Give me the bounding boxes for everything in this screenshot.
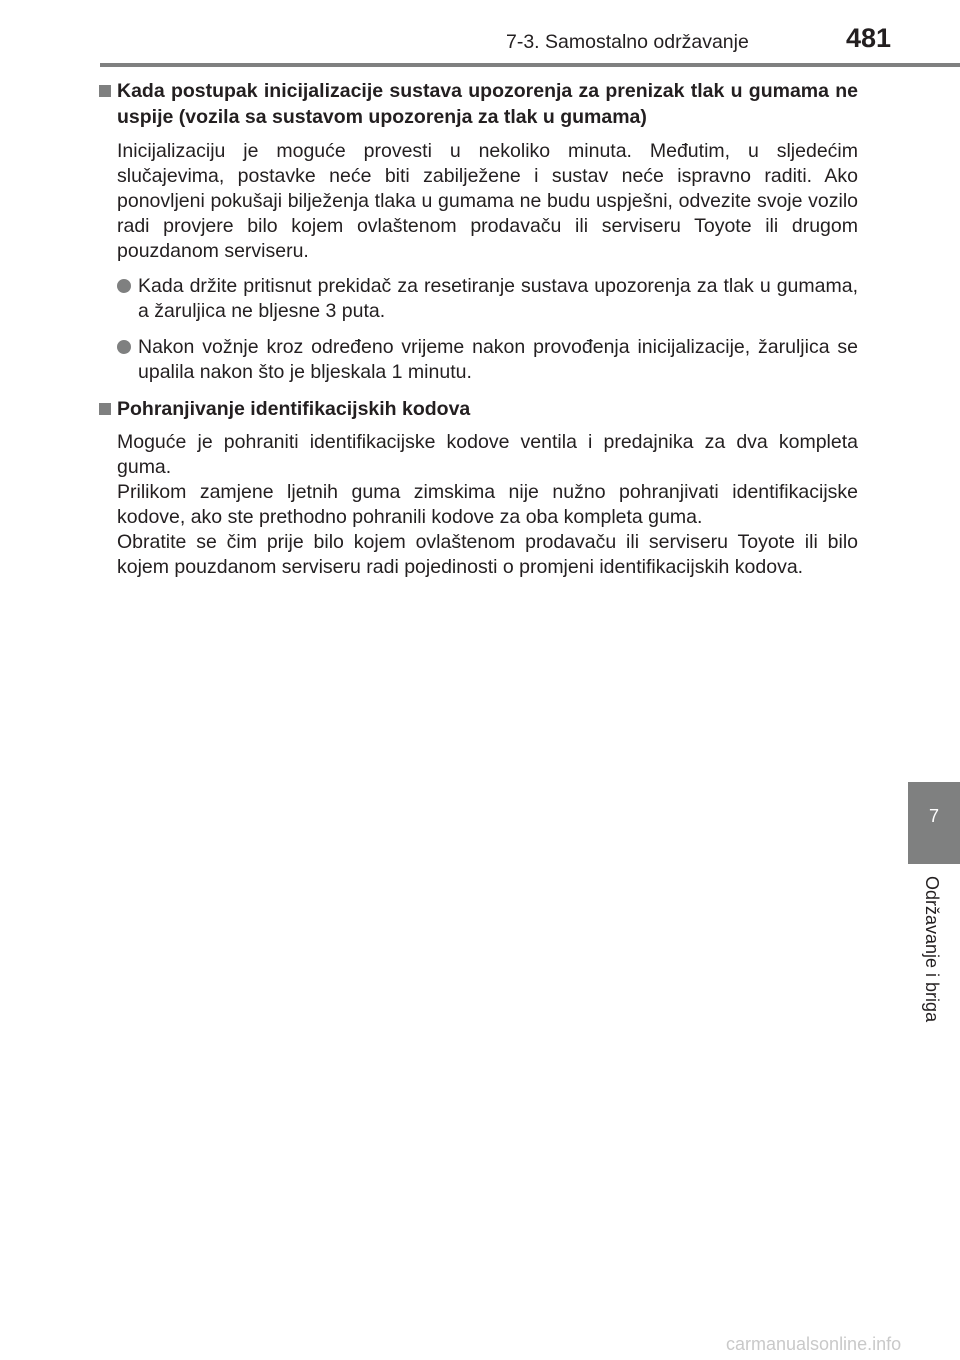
section-header-title: 7-3. Samostalno održavanje [506, 31, 749, 53]
paragraph-line: Moguće je pohraniti identifikacijske kodove ventila i predajnika za dva kompleta guma. [117, 431, 858, 478]
list-item-text: Nakon vožnje kroz određeno vrijeme nakon provođenja inicijalizacije, žaruljica se upalila nakon što je bljeskala 1 minutu. [138, 336, 858, 383]
section-heading [96, 396, 858, 422]
watermark: carmanualsonline.info [726, 1334, 902, 1354]
list-item-text: Kada držite pritisnut prekidač za resetiranje sustava upozorenja za tlak u gumama, a žaruljica ne bljesne 3 puta. [138, 275, 858, 322]
paragraph-line: Obratite se čim prije bilo kojem ovlaštenom prodavaču ili serviseru Toyote ili bilo kojem pouzdanom serviseru radi pojedinosti o promjeni identifikacijskih kodova. [117, 531, 858, 578]
circle-bullet-icon [117, 340, 131, 354]
chapter-tab [908, 782, 960, 864]
bullet-list [96, 274, 858, 385]
chapter-number: 7 [928, 806, 939, 826]
circle-bullet-icon [117, 279, 131, 293]
page-content [96, 78, 858, 580]
header-rule [100, 63, 960, 67]
section-paragraph [117, 430, 858, 580]
section-tire-pressure-init-failure [96, 78, 858, 385]
chapter-label: Održavanje i briga [922, 876, 942, 1023]
page-number: 481 [846, 23, 892, 53]
section-heading [96, 78, 858, 130]
section-heading-text: Pohranjivanje identifikacijskih kodova [117, 398, 471, 420]
square-bullet-icon [99, 403, 111, 415]
section-id-code-storage [96, 396, 858, 580]
section-heading-text: Kada postupak inicijalizacije sustava upozorenja za prenizak tlak u gumama ne uspije (vozila sa sustavom upozorenja za tlak u gumama) [117, 80, 858, 128]
list-item [117, 335, 858, 385]
list-item [117, 274, 858, 324]
section-paragraph: Inicijalizaciju je moguće provesti u nekoliko minuta. Međutim, u sljedećim slučajevima, postavke neće biti zabilježene i sustav neće ispravno raditi. Ako ponovljeni pokušaji bilježenja tlaka u gumama ne budu uspješni, odvezite svoje vozilo radi provjere bilo kojem ovlaštenom prodavaču ili serviseru Toyote ili drugom pouzdanom serviseru. [117, 140, 858, 262]
paragraph-line: Prilikom zamjene ljetnih guma zimskima nije nužno pohranjivati identifikacijske kodove, ako ste prethodno pohranili kodove za oba kompleta guma. [117, 481, 858, 528]
square-bullet-icon [99, 85, 111, 97]
